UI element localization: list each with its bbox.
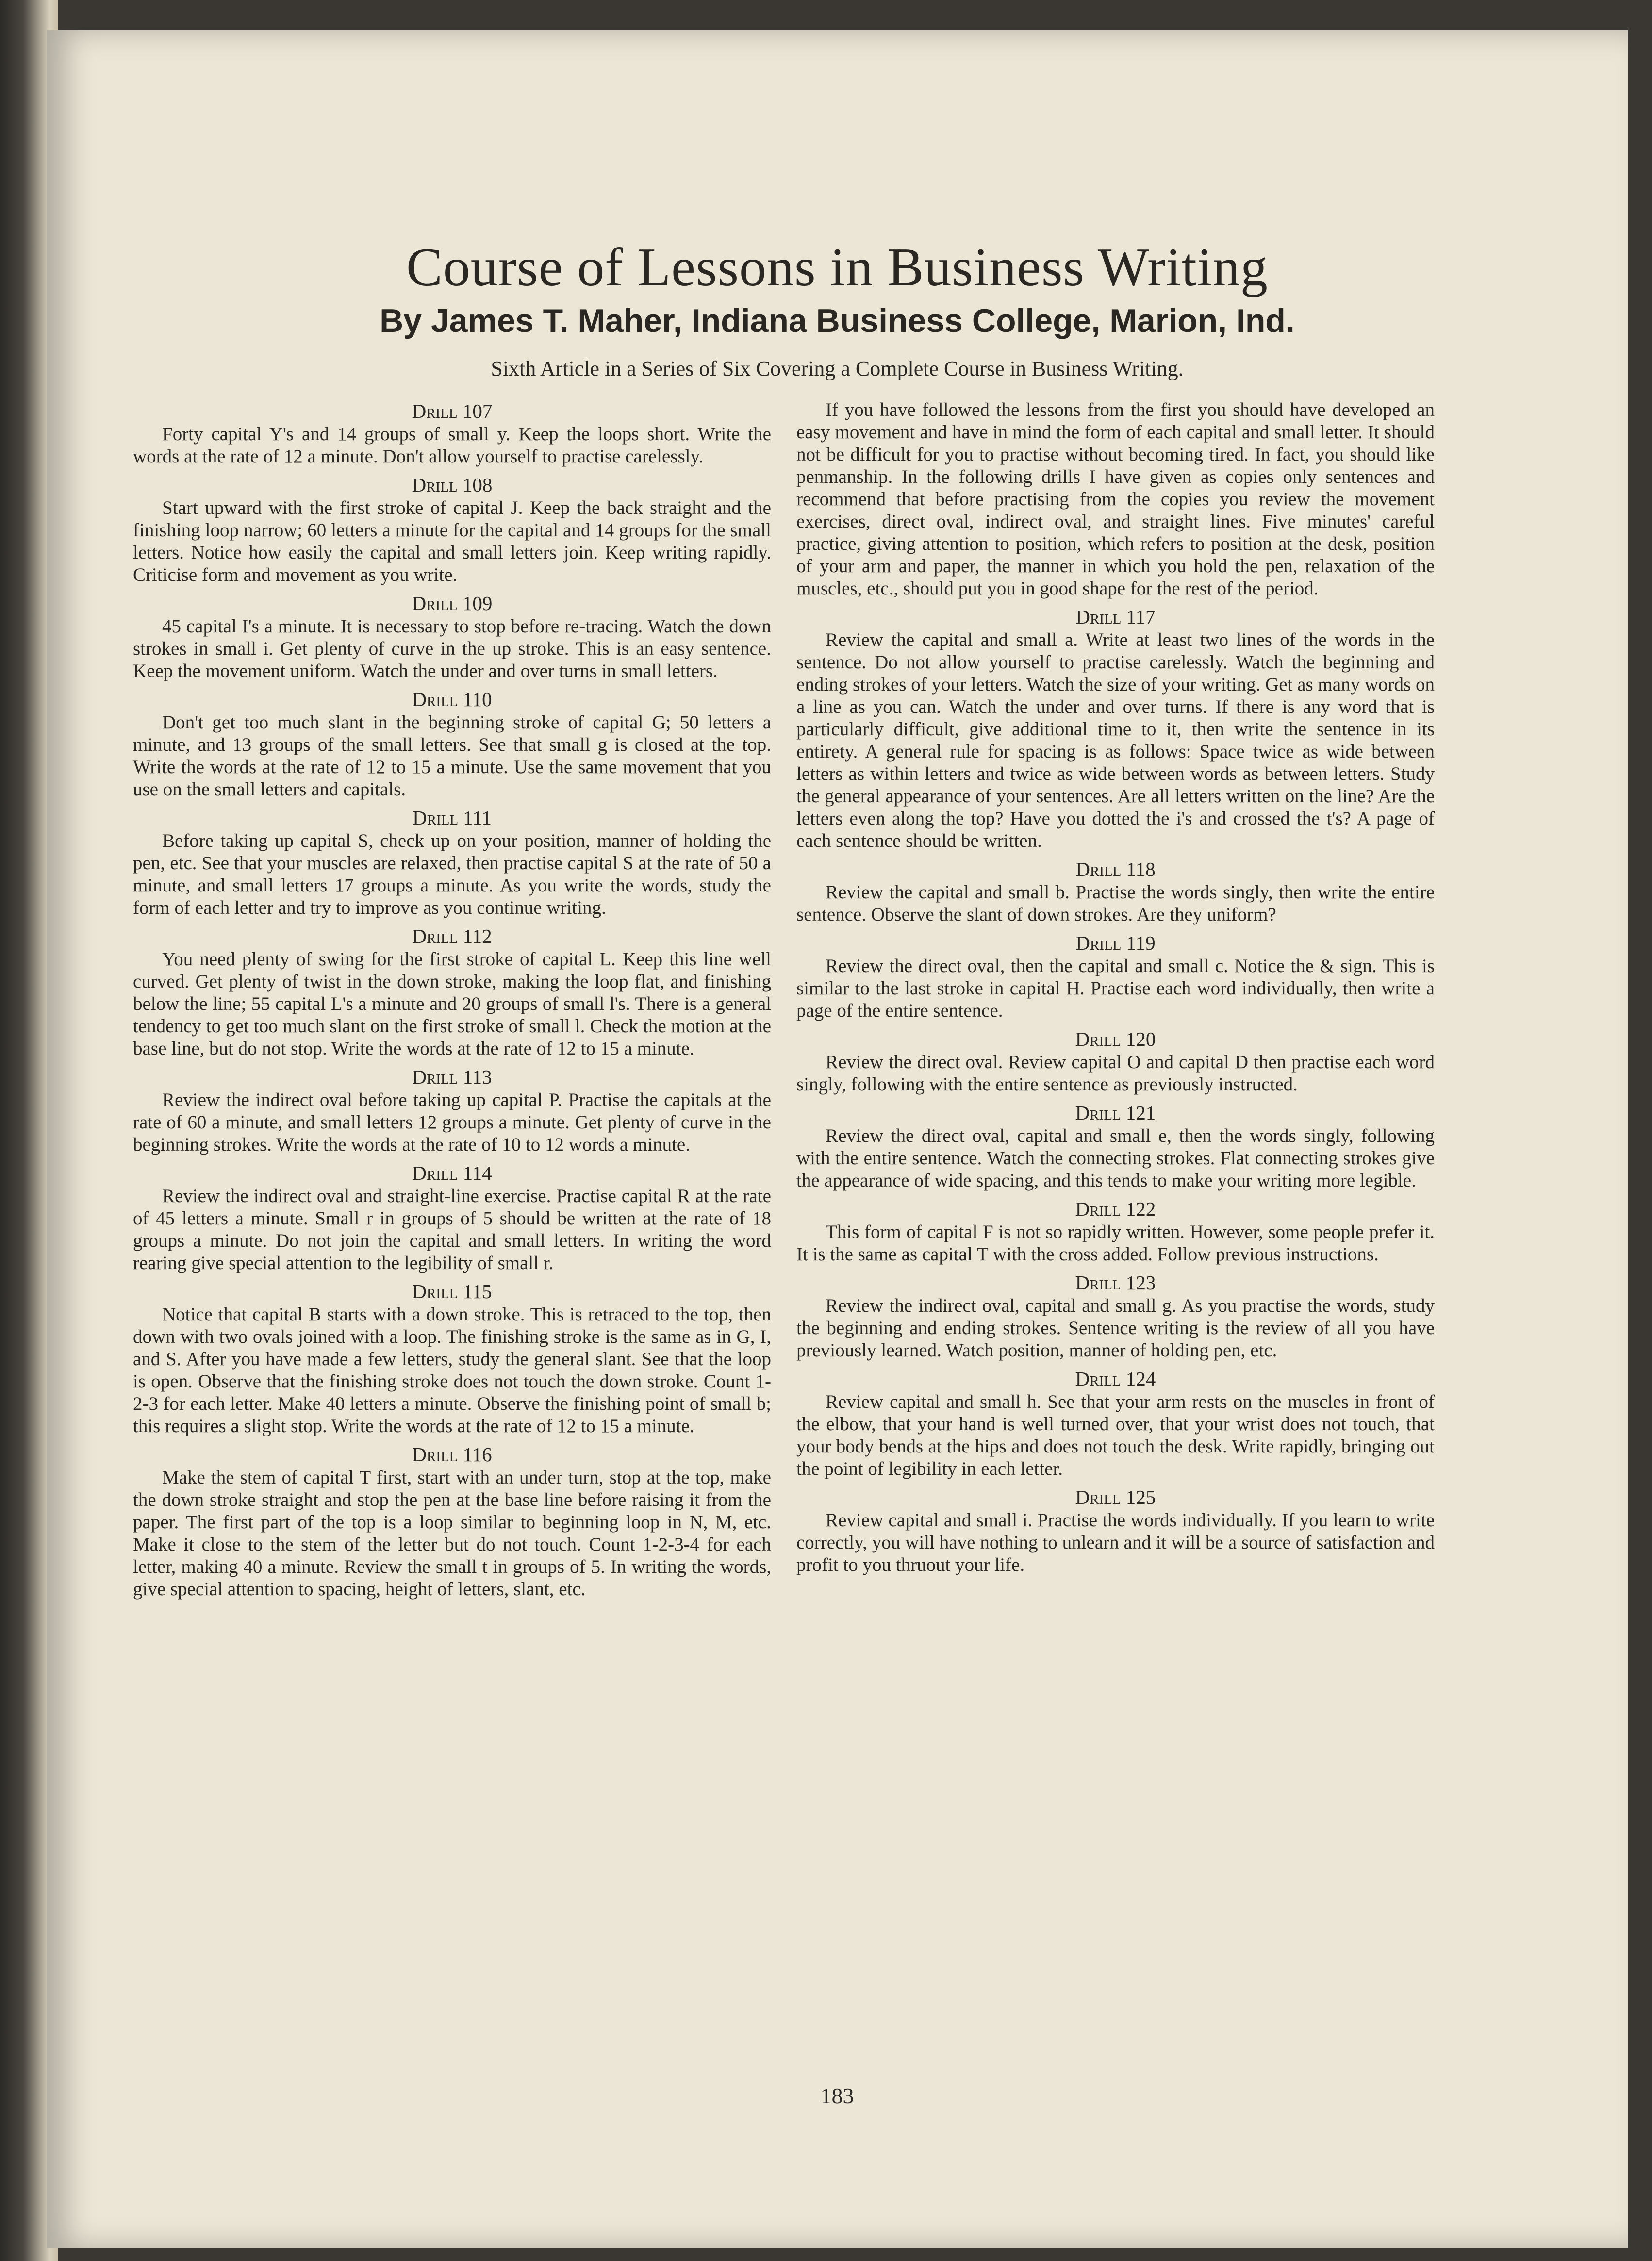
drill-heading: Drill 111 <box>413 807 492 829</box>
drill-heading: Drill 121 <box>1075 1102 1156 1124</box>
drill-heading: Drill 123 <box>1075 1271 1156 1294</box>
article-subtitle: Sixth Article in a Series of Six Covering a Complete Course in Business Writing. <box>491 357 1184 380</box>
drill-text: Start upward with the first stroke of capital J. Keep the back straight and the finishing loop narrow; 60 letters a minute for the capital and 14 groups for the small letters. Notice how easily the capital and small letters join. Keep writing rapidly. Criticise form and movement as you write. <box>133 497 771 585</box>
drill-text: Make the stem of capital T first, start with an under turn, stop at the top, make the down stroke straight and stop the pen at the base line before raising it from the paper. The first part of the top is a loop similar to beginning loop in N, M, etc. Make it close to the stem of the letter but do not touch. Count 1-2-3-4 for each letter, making 40 a minute. Review the small t in groups of 5. In writing the words, give special attention to spacing, height of letters, slant, etc. <box>133 1467 771 1600</box>
document-page <box>47 30 1628 2248</box>
drill-heading: Drill 107 <box>412 400 493 422</box>
drill-text: Don't get too much slant in the beginning stroke of capital G; 50 letters a minute, and 13 groups of the small letters. See that small g is closed at the top. Write the words at the rate of 12 to 15 a minute. Use the same movement that you use on the small letters and capitals. <box>133 712 771 800</box>
drill-text: You need plenty of swing for the first stroke of capital L. Keep this line well curved. Get plenty of twist in the down stroke, making the loop flat, and finishing below the line; 55 capital L's a minute and 20 groups of small l's. There is a general tendency to get too much slant on the first stroke of small l. Check the motion at the base line, but do not stop. Write the words at the rate of 12 to 15 a minute. <box>133 949 771 1059</box>
drill-heading: Drill 112 <box>412 925 492 947</box>
drill-text: Forty capital Y's and 14 groups of small y. Keep the loops short. Write the words at the rate of 12 a minute. Don't allow yourself to practise carelessly. <box>133 424 771 467</box>
drill-heading: Drill 117 <box>1075 606 1156 628</box>
drill-heading: Drill 119 <box>1075 932 1156 954</box>
drill-text: Review capital and small h. See that your arm rests on the muscles in front of the elbow, that your hand is well turned over, that your wrist does not touch, that your body bends at the hips and does not touch the desk. Write rapidly, bringing out the point of legibility in each letter. <box>796 1391 1435 1479</box>
drill-text: Review the direct oval, then the capital and small c. Notice the & sign. This is similar to the last stroke in capital H. Practise each word individually, then write a page of the entire sentence. <box>796 956 1435 1021</box>
drill-text: Review capital and small i. Practise the words individually. If you learn to write correctly, you will have nothing to unlearn and it will be a source of satisfaction and profit to you thruout your life. <box>796 1510 1435 1575</box>
drill-text: Before taking up capital S, check up on your position, manner of holding the pen, etc. See that your muscles are relaxed, then practise capital S at the rate of 50 a minute, and small letters 17 groups a minute. As you write the words, study the form of each letter and try to improve as you continue writing. <box>133 830 771 918</box>
drill-heading: Drill 116 <box>412 1443 492 1466</box>
right-column <box>796 399 1435 2049</box>
drill-heading: Drill 122 <box>1075 1198 1156 1220</box>
article-byline: By James T. Maher, Indiana Business College, Marion, Ind. <box>380 302 1295 339</box>
intro-paragraph: If you have followed the lessons from the first you should have developed an easy movement and have in mind the form of each capital and small letter. It should not be difficult for you to practise without becoming tired. In fact, you should like penmanship. In the following drills I have given as copies only sentences and recommend that before practising from the copies you review the movement exercises, direct oval, indirect oval, and straight lines. Five minutes' careful practice, giving attention to position, which refers to position at the desk, position of your arm and paper, the manner in which you hold the pen, relaxation of the muscles, etc., should put you in good shape for the rest of the period. <box>796 399 1435 599</box>
drill-heading: Drill 109 <box>412 592 493 614</box>
drill-text: Review the indirect oval, capital and small g. As you practise the words, study the beginning and ending strokes. Sentence writing is the review of all you have previously learned. Watch position, manner of holding pen, etc. <box>796 1295 1435 1361</box>
drill-heading: Drill 110 <box>412 688 492 710</box>
drill-heading: Drill 120 <box>1075 1028 1156 1050</box>
drill-text: This form of capital F is not so rapidly written. However, some people prefer it. It is the same as capital T with the cross added. Follow previous instructions. <box>796 1221 1435 1265</box>
page-number: 183 <box>820 2083 854 2108</box>
drill-text: Review the indirect oval before taking up capital P. Practise the capitals at the rate of 60 a minute, and small letters 12 groups a minute. Get plenty of curve in the beginning strokes. Write the words at the rate of 10 to 12 words a minute. <box>133 1089 771 1155</box>
drill-heading: Drill 115 <box>412 1280 492 1303</box>
article-title: Course of Lessons in Business Writing <box>406 237 1268 298</box>
drill-heading: Drill 124 <box>1075 1368 1156 1390</box>
drill-text: Review the capital and small a. Write at least two lines of the words in the sentence. Do not allow yourself to practise carelessly. Watch the beginning and ending strokes of your letters. Watch the size of your writing. Get as many words on a line as you can. Watch the under and over turns. If there is any word that is particularly difficult, give additional time to it, then write the sentence in its entirety. A general rule for spacing is as follows: Space twice as wide between letters as within letters and twice as wide between words as between letters. Study the general appearance of your sentences. Are all letters written on the line? Are the letters even along the top? Have you dotted the i's and crossed the t's? A page of each sentence should be written. <box>796 629 1435 851</box>
drill-text: Review the direct oval, capital and small e, then the words singly, following with the entire sentence. Watch the connecting strokes. Flat connecting strokes give the appearance of wide spacing, and this tends to make your writing more legible. <box>796 1125 1435 1191</box>
drill-heading: Drill 108 <box>412 474 493 496</box>
drill-text: Review the direct oval. Review capital O and capital D then practise each word singly, following with the entire sentence as previously instructed. <box>796 1052 1435 1095</box>
left-column <box>133 399 771 2049</box>
drill-text: Notice that capital B starts with a down stroke. This is retraced to the top, then down with two ovals joined with a loop. The finishing stroke is the same as in G, I, and S. After you have made a few letters, study the general slant. See that the loop is open. Observe that the finishing stroke does not touch the down stroke. Count 1-2-3 for each letter. Make 40 letters a minute. Observe the finishing point of small b; this requires a slight stop. Write the words at the rate of 12 to 15 a minute. <box>133 1304 771 1436</box>
drill-text: Review the indirect oval and straight-line exercise. Practise capital R at the rate of 45 letters a minute. Small r in groups of 5 should be written at the rate of 18 groups a minute. Do not join the capital and small letters. In writing the word rearing give special attention to the legibility of small r. <box>133 1186 771 1273</box>
drill-text: 45 capital I's a minute. It is necessary to stop before re-tracing. Watch the down strokes in small i. Get plenty of curve in the up stroke. This is an easy sentence. Keep the movement uniform. Watch the under and over turns in small letters. <box>133 616 771 681</box>
drill-text: Review the capital and small b. Practise the words singly, then write the entire sentence. Observe the slant of down strokes. Are they uniform? <box>796 882 1435 925</box>
drill-heading: Drill 114 <box>412 1162 492 1184</box>
drill-heading: Drill 118 <box>1075 858 1156 880</box>
drill-heading: Drill 113 <box>412 1066 492 1088</box>
drill-heading: Drill 125 <box>1075 1486 1156 1508</box>
